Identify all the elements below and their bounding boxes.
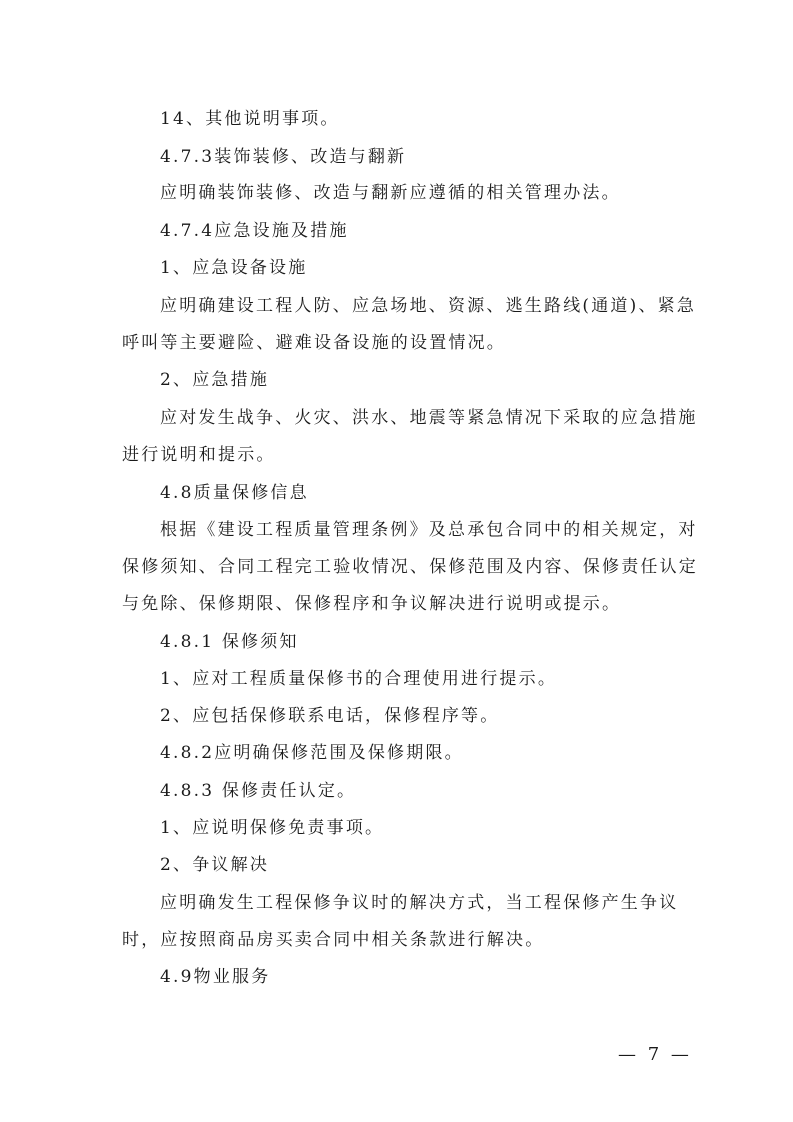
section-heading: 4.8.3 保修责任认定。 [160,781,357,801]
text-line: 应明确装饰装修、改造与翻新应遵循的相关管理办法。 [160,183,621,203]
text-line: 1、应说明保修免责事项。 [160,818,385,838]
section-heading: 4.8.2应明确保修范围及保修期限。 [160,743,464,763]
text-line: 根据《建设工程质量管理条例》及总承包合同中的相关规定，对 [160,520,698,540]
text-line: 2、应包括保修联系电话，保修程序等。 [160,706,500,726]
page-number: — 7 — [618,1044,692,1065]
text-line: 2、应急措施 [160,370,270,390]
text-line: 1、应对工程质量保修书的合理使用进行提示。 [160,669,558,689]
section-heading: 4.8质量保修信息 [160,483,309,503]
text-line: 保修须知、合同工程完工验收情况、保修范围及内容、保修责任认定 [122,557,698,577]
text-line: 时，应按照商品房买卖合同中相关条款进行解决。 [122,930,545,950]
text-line: 2、争议解决 [160,855,270,875]
text-line: 1、应急设备设施 [160,258,308,278]
text-line: 呼叫等主要避险、避难设备设施的设置情况。 [122,333,506,353]
text-line: 应明确发生工程保修争议时的解决方式，当工程保修产生争议 [160,893,679,913]
section-heading: 4.9物业服务 [160,967,271,987]
text-line: 与免除、保修期限、保修程序和争议解决进行说明或提示。 [122,594,622,614]
text-line: 应对发生战争、火灾、洪水、地震等紧急情况下采取的应急措施 [160,408,698,428]
text-line: 14、其他说明事项。 [160,109,340,129]
text-line: 进行说明和提示。 [122,445,276,465]
text-line: 应明确建设工程人防、应急场地、资源、逃生路线(通道)、紧急 [160,296,697,316]
section-heading: 4.7.4应急设施及措施 [160,221,349,241]
section-heading: 4.8.1 保修须知 [160,632,299,652]
section-heading: 4.7.3装饰装修、改造与翻新 [160,147,407,167]
